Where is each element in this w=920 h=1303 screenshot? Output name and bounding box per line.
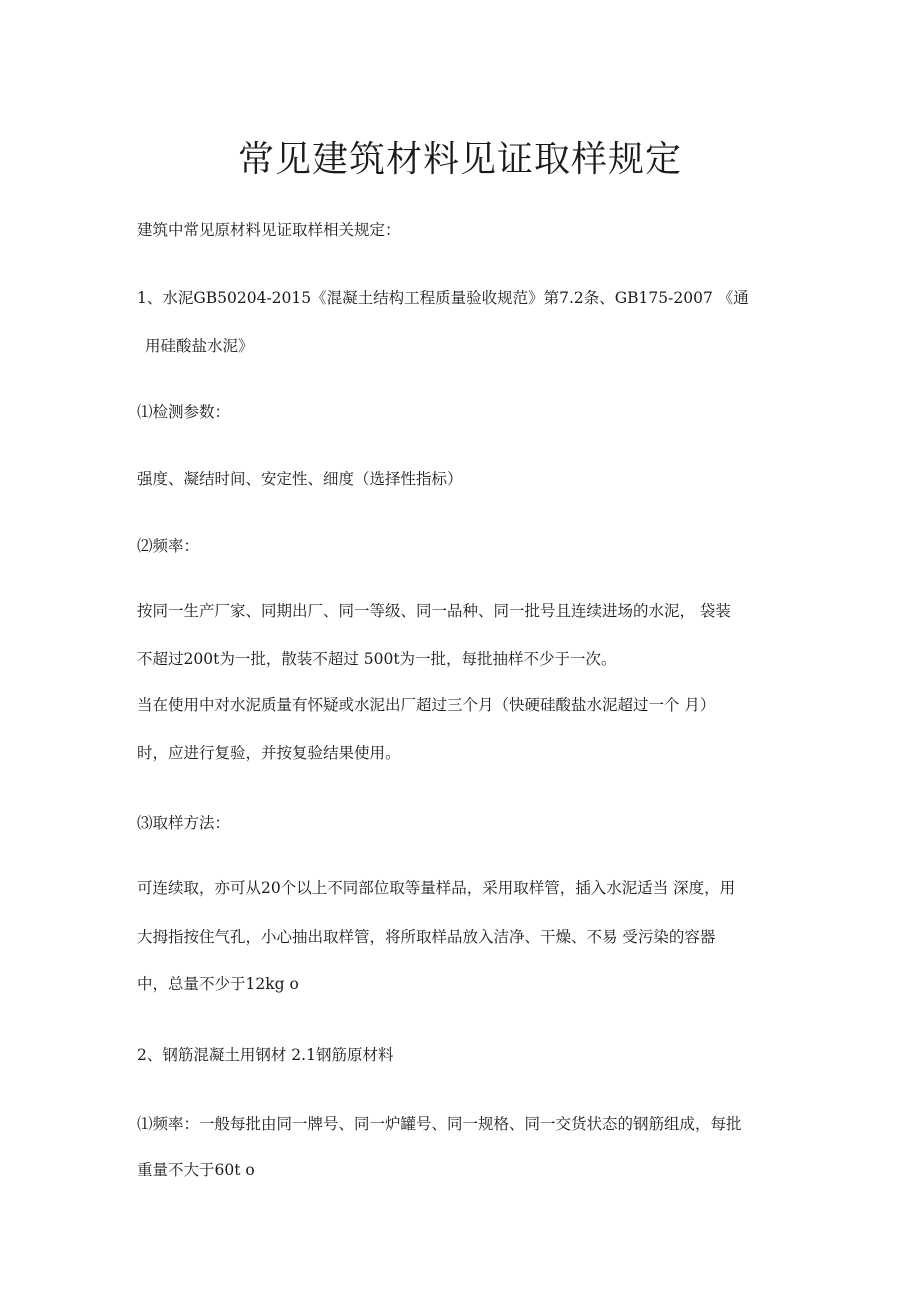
cement-sampling-text-3: 中，总量不少于12kg o — [137, 975, 299, 993]
steel-frequency-text-1: ⑴频率：一般每批由同一牌号、同一炉罐号、同一规格、同一交货状态的钢筋组成，每批 — [137, 1115, 742, 1133]
cement-frequency-label: ⑵频率： — [137, 537, 200, 555]
cement-heading-line-1: 1、水泥GB50204-2015《混凝土结构工程质量验收规范》第7.2条、GB175-2007 《通 — [137, 289, 749, 307]
cement-frequency-text-2: 不超过200t为一批，散装不超过 500t为一批，每批抽样不少于一次。 — [137, 650, 617, 668]
steel-heading: 2、钢筋混凝土用钢材 2.1钢筋原材料 — [137, 1046, 394, 1064]
cement-heading-line-2: 用硅酸盐水泥》 — [145, 337, 254, 355]
intro-line: 建筑中常见原材料见证取样相关规定： — [137, 221, 401, 239]
cement-frequency-text-4: 时，应进行复验，并按复验结果使用。 — [137, 744, 401, 762]
cement-sampling-label: ⑶取样方法： — [137, 814, 231, 832]
cement-test-params-text: 强度、凝结时间、安定性、细度（选择性指标） — [137, 470, 463, 488]
cement-frequency-text-3: 当在使用中对水泥质量有怀疑或水泥出厂超过三个月（快硬硅酸盐水泥超过一个 月） — [137, 696, 716, 714]
document-title: 常见建筑材料见证取样规定 — [237, 139, 682, 180]
steel-frequency-text-2: 重量不大于60t o — [137, 1161, 255, 1179]
cement-sampling-text-2: 大拇指按住气孔，小心抽出取样管，将所取样品放入洁净、干燥、不易 受污染的容器 — [137, 928, 716, 946]
cement-frequency-text-1: 按同一生产厂家、同期出厂、同一等级、同一品种、同一批号且连续进场的水泥， 袋装 — [137, 602, 731, 620]
cement-test-params-label: ⑴检测参数： — [137, 403, 231, 421]
cement-sampling-text-1: 可连续取，亦可从20个以上不同部位取等量样品，采用取样管，插入水泥适当 深度，用 — [137, 879, 736, 897]
